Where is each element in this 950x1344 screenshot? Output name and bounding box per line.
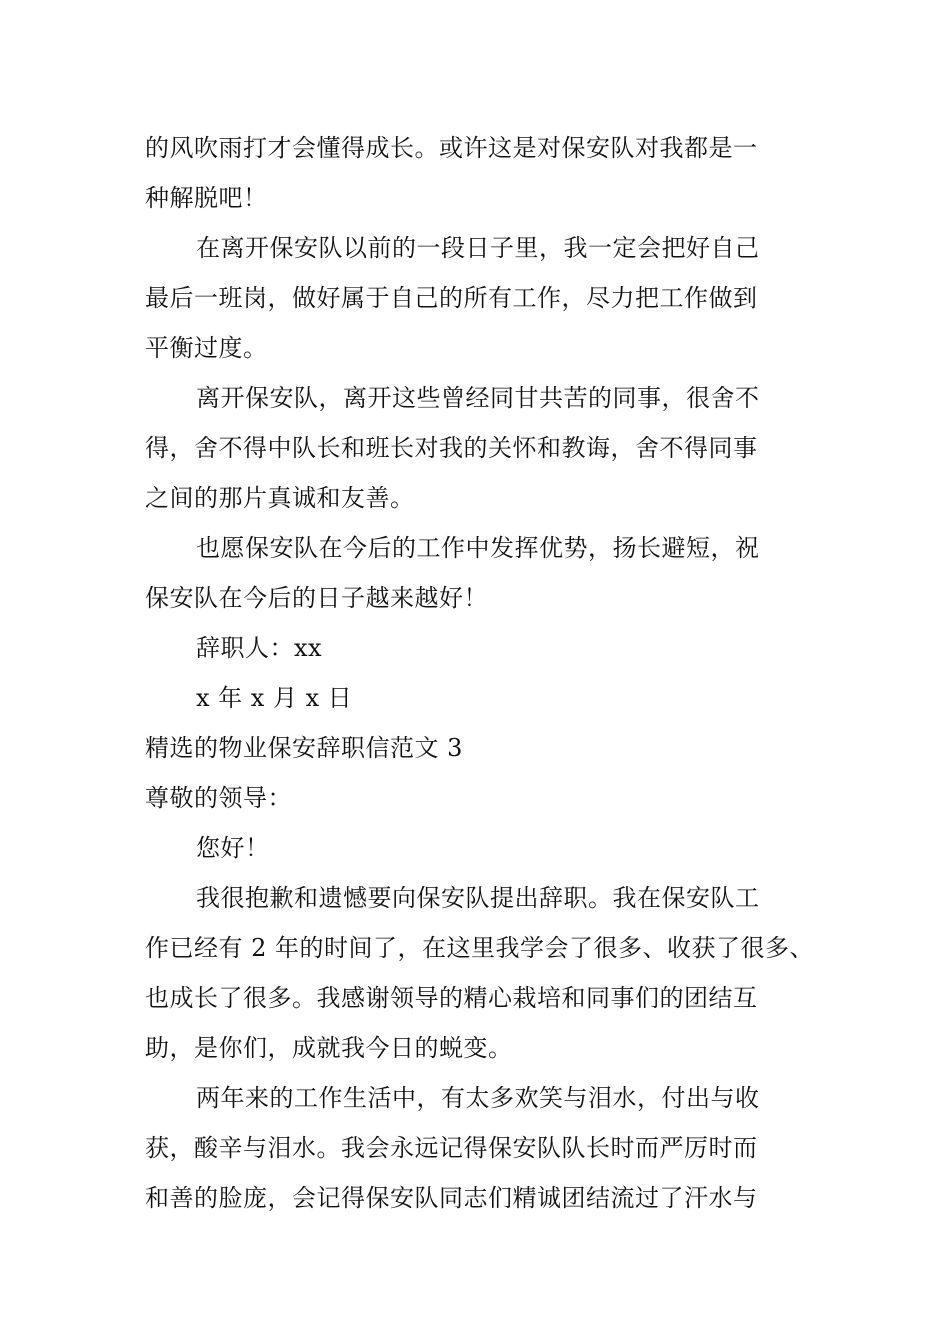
date-line: x 年 x 月 x 日: [196, 684, 353, 712]
text-line: 得，舍不得中队长和班长对我的关怀和教诲，舍不得同事: [145, 434, 758, 462]
text-line: 的风吹雨打才会懂得成长。或许这是对保安队对我都是一: [145, 134, 758, 162]
text-line: 两年来的工作生活中，有太多欢笑与泪水，付出与收: [196, 1084, 760, 1112]
text-line: 保安队在今后的日子越来越好！: [145, 584, 488, 612]
text-line: 作已经有 2 年的时间了，在这里我学会了很多、收获了很多、: [145, 934, 815, 962]
text-line: 也愿保安队在今后的工作中发挥优势，扬长避短，祝: [196, 534, 760, 562]
text-line: 在离开保安队以前的一段日子里，我一定会把好自己: [196, 234, 760, 262]
text-line: 助，是你们，成就我今日的蜕变。: [145, 1034, 513, 1062]
text-line: 我很抱歉和遗憾要向保安队提出辞职。我在保安队工: [196, 884, 760, 912]
salutation: 尊敬的领导：: [145, 784, 292, 812]
text-line: 之间的那片真诚和友善。: [145, 484, 415, 512]
text-line: 获，酸辛与泪水。我会永远记得保安队队长时而严厉时而: [145, 1134, 758, 1162]
text-line: 最后一班岗，做好属于自己的所有工作，尽力把工作做到: [145, 284, 758, 312]
text-line: 离开保安队，离开这些曾经同甘共苦的同事，很舍不: [196, 384, 760, 412]
text-line: 种解脱吧！: [145, 184, 268, 212]
text-line: 平衡过度。: [145, 334, 268, 362]
text-line: 也成长了很多。我感谢领导的精心栽培和同事们的团结互: [145, 984, 758, 1012]
greeting: 您好！: [196, 834, 270, 862]
section-title: 精选的物业保安辞职信范文 3: [145, 734, 463, 762]
signature-line: 辞职人：xx: [196, 634, 323, 662]
text-line: 和善的脸庞，会记得保安队同志们精诚团结流过了汗水与: [145, 1184, 758, 1212]
